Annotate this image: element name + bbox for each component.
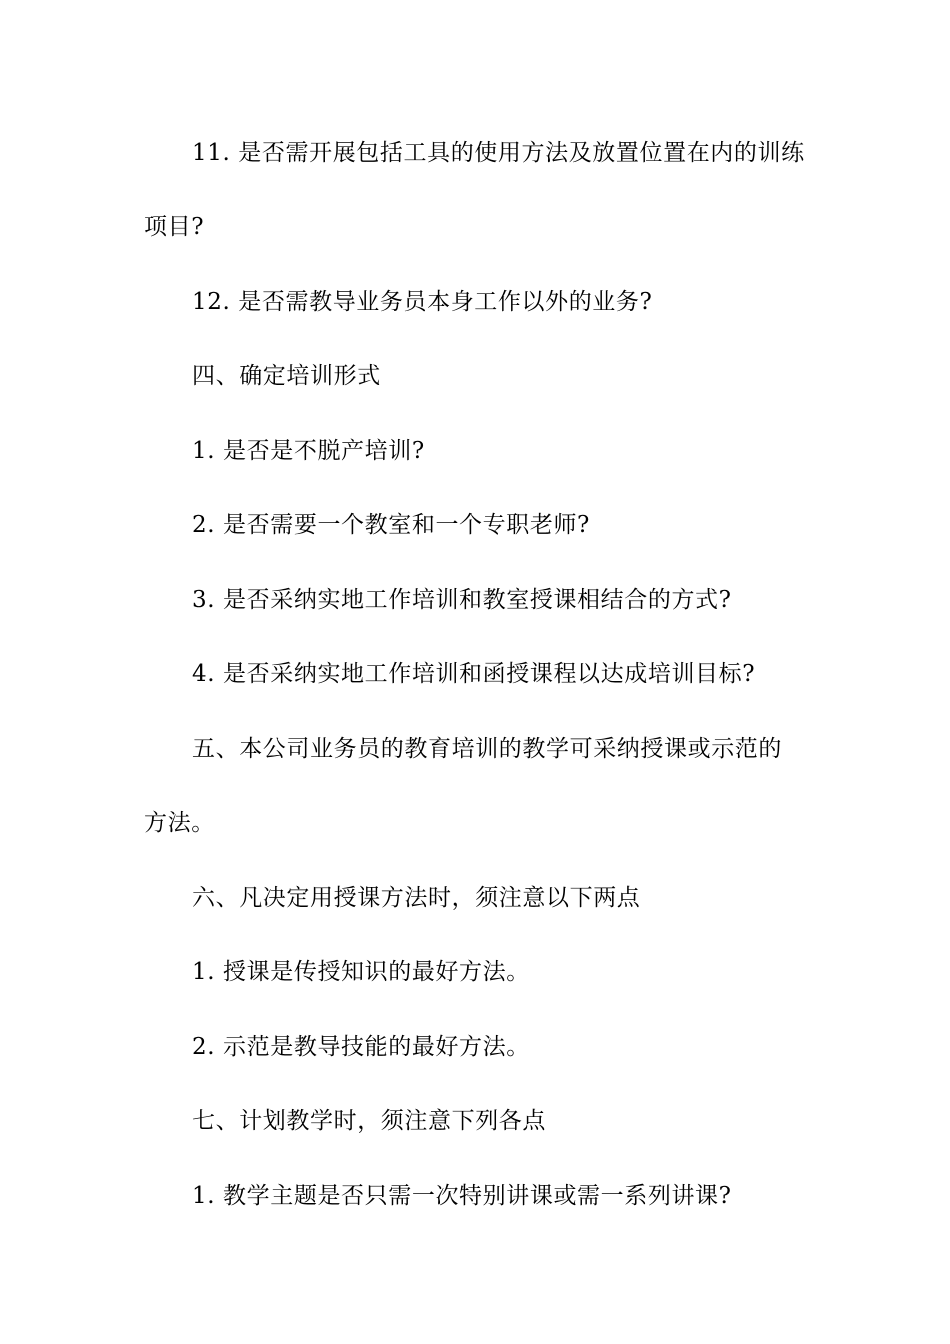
paragraph-line-item-11: 11. 是否需开展包括工具的使用方法及放置位置在内的训练 — [192, 140, 805, 166]
list-item-4-4: 4. 是否采纳实地工作培训和函授课程以达成培训目标? — [192, 661, 756, 687]
list-item-4-1: 1. 是否是不脱产培训? — [192, 438, 425, 464]
section-heading-6: 六、凡决定用授课方法时，须注意以下两点 — [192, 885, 641, 911]
list-item-7-1: 1. 教学主题是否只需一次特别讲课或需一系列讲课? — [192, 1183, 732, 1209]
list-item-6-1: 1. 授课是传授知识的最好方法。 — [192, 959, 530, 985]
paragraph-line-item-12: 12. 是否需教导业务员本身工作以外的业务? — [192, 289, 653, 315]
list-item-4-3: 3. 是否采纳实地工作培训和教室授课相结合的方式? — [192, 587, 732, 613]
section-heading-5-continued: 方法。 — [144, 810, 215, 836]
list-item-6-2: 2. 示范是教导技能的最好方法。 — [192, 1034, 530, 1060]
section-heading-5: 五、本公司业务员的教育培训的教学可采纳授课或示范的 — [192, 736, 782, 762]
paragraph-line-item-11-continued: 项目? — [144, 214, 205, 240]
list-item-4-2: 2. 是否需要一个教室和一个专职老师? — [192, 512, 590, 538]
section-heading-4: 四、确定培训形式 — [192, 363, 381, 389]
section-heading-7: 七、计划教学时，须注意下列各点 — [192, 1108, 546, 1134]
